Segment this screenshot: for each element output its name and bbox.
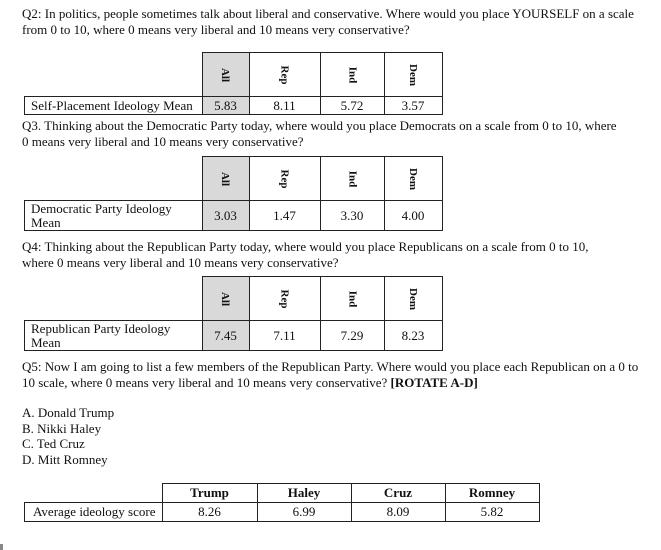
- q4-question: [22, 239, 622, 270]
- q5-value-romney: 5.82: [445, 503, 539, 522]
- q3-question: [22, 118, 622, 149]
- q2-header-dem: Dem: [384, 53, 442, 97]
- q3-row-label: Democratic Party Ideology Mean: [25, 201, 203, 231]
- q4-header-dem: Dem: [384, 277, 442, 321]
- q2-header-rep: Rep: [249, 53, 320, 97]
- q3-value-ind: 3.30: [320, 201, 384, 231]
- q2-header-ind: Ind: [320, 53, 384, 97]
- q4-value-all: 7.45: [202, 321, 249, 351]
- q2-value-rep: 8.11: [249, 97, 320, 115]
- q5-options: [22, 405, 114, 467]
- q4-header-all: All: [202, 277, 249, 321]
- q3-header-all: All: [202, 157, 249, 201]
- q2-question: [22, 6, 642, 37]
- q2-value-all: 5.83: [202, 97, 249, 115]
- q5-value-haley: 6.99: [257, 503, 351, 522]
- q5-option: C. Ted Cruz: [22, 436, 85, 451]
- q2-value-dem: 3.57: [384, 97, 442, 115]
- q4-text: Q4: Thinking about the Republican Party today, where would you place Republicans on a scale from 0 to 10, where 0 means very liberal and 10 means very conservative?: [22, 239, 589, 270]
- page-edge-mark: [0, 544, 3, 550]
- q3-header-rep: Rep: [249, 157, 320, 201]
- q5-question: [22, 359, 647, 390]
- q5-header-romney: Romney: [445, 484, 539, 503]
- q4-table: [24, 276, 443, 351]
- q5-row-label: Average ideology score: [25, 503, 163, 522]
- q4-header-rep: Rep: [249, 277, 320, 321]
- q5-text: Q5: Now I am going to list a few members of the Republican Party. Where would you place each Republican on a 0 to 10 scale, where 0 means very liberal and 10 means very conservative?: [22, 359, 639, 390]
- q3-value-dem: 4.00: [384, 201, 442, 231]
- q5-option: B. Nikki Haley: [22, 420, 102, 436]
- q5-header-haley: Haley: [257, 484, 351, 503]
- q2-table: [24, 52, 443, 115]
- q2-value-ind: 5.72: [320, 97, 384, 115]
- q5-header-cruz: Cruz: [351, 484, 445, 503]
- q4-value-dem: 8.23: [384, 321, 442, 351]
- q4-row-label: Republican Party Ideology Mean: [25, 321, 203, 351]
- q3-value-rep: 1.47: [249, 201, 320, 231]
- q4-value-rep: 7.11: [249, 321, 320, 351]
- q3-header-ind: Ind: [320, 157, 384, 201]
- q3-header-dem: Dem: [384, 157, 442, 201]
- q3-text: Q3. Thinking about the Democratic Party today, where would you place Democrats on a scale from 0 to 10, where 0 means very liberal and 10 means very conservative?: [22, 118, 617, 149]
- q2-header-all: All: [202, 53, 249, 97]
- q4-value-ind: 7.29: [320, 321, 384, 351]
- q5-option: D. Mitt Romney: [22, 451, 108, 467]
- q5-table: [24, 483, 540, 522]
- q5-value-cruz: 8.09: [351, 503, 445, 522]
- q3-value-all: 3.03: [202, 201, 249, 231]
- q2-row-label: Self-Placement Ideology Mean: [25, 97, 203, 115]
- q5-option: A. Donald Trump: [22, 405, 115, 420]
- q5-header-trump: Trump: [162, 484, 257, 503]
- q4-header-ind: Ind: [320, 277, 384, 321]
- q5-value-trump: 8.26: [162, 503, 257, 522]
- q3-table: [24, 156, 443, 231]
- q5-instruction: [ROTATE A-D]: [390, 374, 478, 390]
- q2-text: Q2: In politics, people sometimes talk about liberal and conservative. Where would you place YOURSELF on a scale from 0 to 10, where 0 means very liberal and 10 means very conservative?: [22, 6, 634, 37]
